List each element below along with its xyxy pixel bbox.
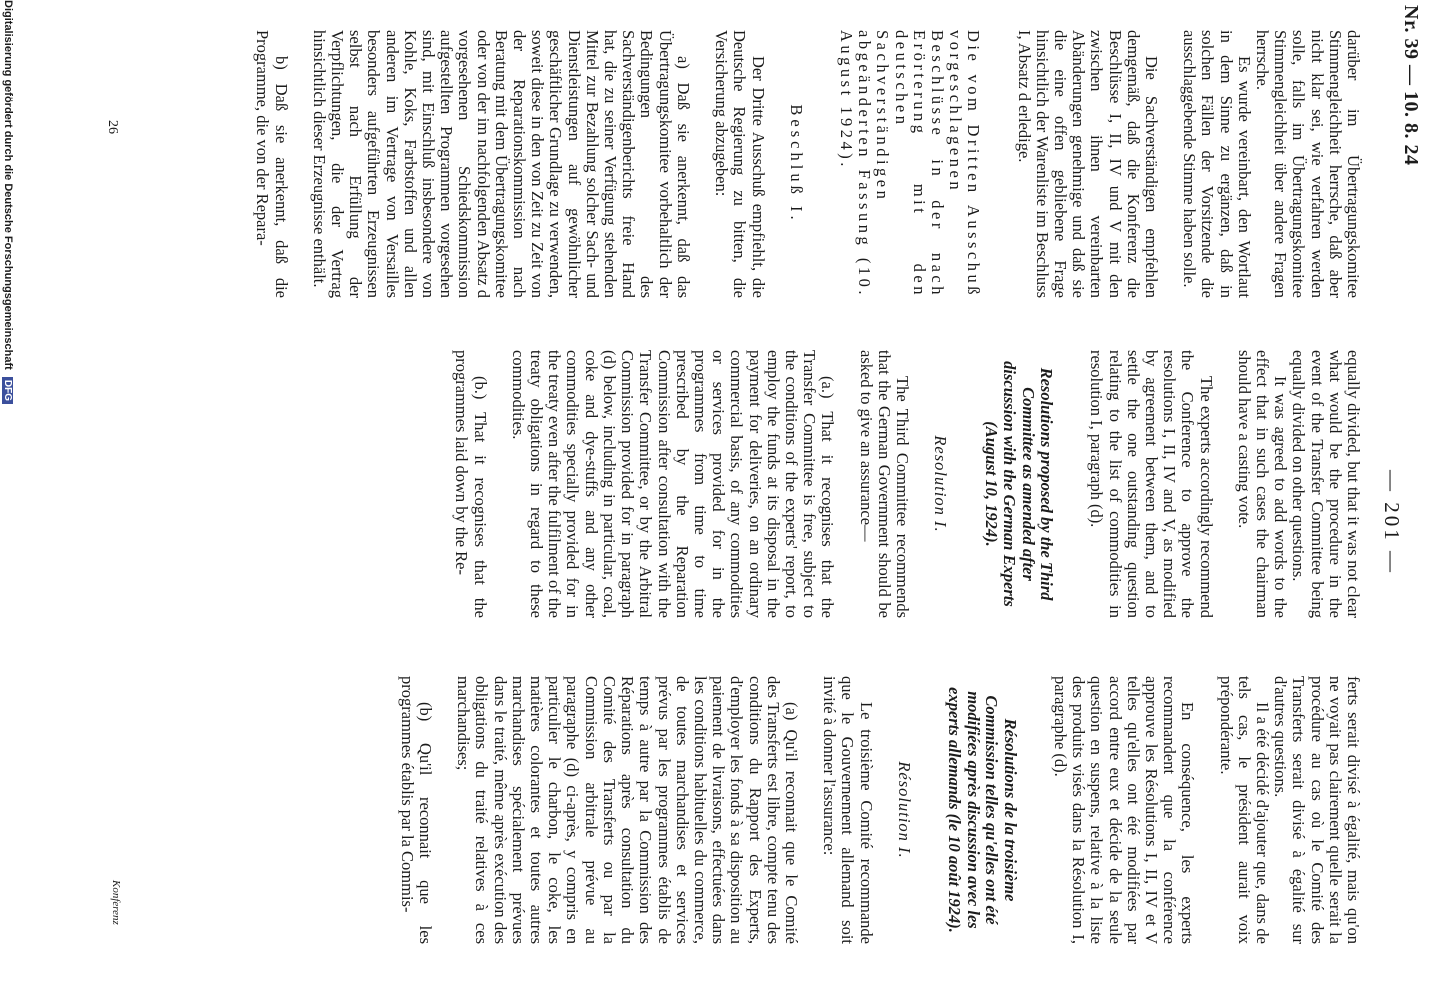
french-column (362, 676, 1362, 944)
german-paragraph-5: a) Daß sie anerkennt, daß das Übertragungskomitee vorbehaltlich der Bedingungen des Sachverständigenberichts freie Hand hat, die zu seiner Verfügung stehenden Mittel zur Bezahlung solcher Sach- und Dienstleistungen auf gewöhnlicher geschäftlicher Grundlage zu verwenden, soweit diese in den von Zeit zu Zeit von der Reparationskommission nach Beratung mit dem Übertragungskomitee oder von der im nachfolgenden Absatz d vorgesehenen Schiedskommission aufgestellten Programmen vorgesehen sind, mit Einschluß insbesondere von Kohle, Koks, Farbstoffen und allen anderen im Vertrage von Versailles besonders aufgeführten Erzeugnissen selbst nach Erfüllung der Verpflichtungen, die der Vertrag hinsichtlich dieser Erzeugnisse enthält. (309, 30, 693, 298)
footer-conference-label: Konferenz (110, 880, 122, 925)
english-section-title: Resolutions proposed by the Third Committee as amended after discussion with the German Experts (August 10, 1924). (981, 361, 1057, 607)
german-section-title: Die vom Dritten Ausschuß vorgeschlagenen Beschlüsse in der nach Erörterung mit den deutschen Sachverständigen abgeänderten Fassung (10. August 1924). (836, 30, 984, 298)
digitization-notice (2, 0, 14, 1000)
german-paragraph-6: b) Daß sie anerkennt, daß die Programme, die von der Repara- (253, 30, 291, 298)
english-paragraph-3: The experts accordingly recommend the Conference to approve the resolutions I, II, IV and V, as modified by agreement between them, and to settle the one outstanding question relating to the list of commodities in resolution I, paragraph (d). (1087, 350, 1216, 618)
german-paragraph-1: darüber im Übertragungskomitee Stimmengleichheit herrsche, daß aber nicht klar sei, wie verfahren werden solle, falls im Übertragungskomitee Stimmengleichheit über andere Fragen herrsche. (1252, 30, 1363, 298)
english-paragraph-6: (b.) That it recognises that the programmes laid down by the Re- (452, 350, 490, 618)
french-section-title: Résolutions de la troisième Commission telles qu'elles ont été modifiées après discussion avec les experts allemands (le 10 août 1924). (945, 687, 1020, 933)
english-paragraph-4: The Third Committee recommends that the German Government should be asked to give an assurance— (856, 350, 912, 618)
german-column (253, 30, 1363, 298)
german-paragraph-2: Es wurde vereinbart, den Wortlaut in dem Sinne zu ergänzen, daß in solchen Fällen der Vorsitzende die ausschlaggebende Stimme haben solle. (1180, 30, 1254, 298)
english-paragraph-2: It was agreed to add words to the effect that in such cases the chairman should have a casting vote. (1234, 350, 1291, 618)
french-paragraph-2: Il a été décidé d'ajouter que, dans de tels cas, le président aurait voix prépondérante. (1216, 676, 1272, 944)
english-paragraph-1: equally divided, but that it was not clear what would be the procedure in the event of the Transfer Committee being equally divided on other questions. (1289, 350, 1363, 618)
german-paragraph-4: Der Dritte Ausschuß empfiehlt, die Deutsche Regierung zu bitten, die Versicherung abzugeben: (712, 30, 768, 298)
french-paragraph-1: ferts serait divisé à égalité, mais qu'on ne voyait pas clairement quelle serait la procédure au cas où le Comité des Transferts serait divisé à égalité sur d'autres questions. (1271, 676, 1363, 944)
english-resolution-heading: Resolution I. (931, 435, 951, 533)
german-paragraph-3: Die Sachverständigen empfehlen demgemäß, daß die Konferenz die Beschlüsse I, II, IV und V mit den zwischen ihnen vereinbarten Abänderungen genehmige und daß sie die eine offen gebliebene Frage hinsichtlich der Warenliste im Beschluss I, Absatz d erledige. (1014, 30, 1161, 298)
french-paragraph-3: En conséquence, les experts recommandent que la conférence approuve les Résolutions I, II, IV et V telles qu'elles ont été modifiées par accord entre eux et décide de la seule question en suspens, relative à la liste des produits visés dans la Résolution I, paragraphe (d). (1050, 676, 1198, 944)
french-paragraph-4: Le troisième Comité recommande que le Gouvernement allemand soit invité à donner l'assurance: (820, 676, 876, 944)
issue-number: Nr. 39 — 10. 8. 24 (1400, 5, 1422, 166)
french-paragraph-6: (b) Qu'il reconnait que les programmes établis par la Commis- (397, 676, 436, 944)
english-paragraph-5: (a.) That it recognises that the Transfer Committee is free, subject to the conditions of the experts' report, to employ the funds at its disposal in the payment for deliveries, on an ordinary commercial basis, of any commodities or services provided for in the programmes from time to time prescribed by the Reparation Commission after consultation with the Transfer Committee, or by the Arbitral Commission provided for in paragraph (d) below, including in particular, coal, coke and dye-stuffs and any other commodities specially provided for in the treaty even after the fulfilment of the treaty obligations in regard to these commodities. (508, 350, 838, 619)
english-column (362, 350, 1362, 618)
french-resolution-heading: Résolution I. (894, 761, 914, 859)
german-resolution-heading: Beschluß I. (786, 104, 806, 224)
dfg-logo: DFG (2, 377, 13, 404)
french-paragraph-5: (a) Qu'il reconnait que le Comité des Transferts est libre, compte tenu des conditions du Rapport des Experts, d'employer les fonds à sa disposition au paiement de livraisons, effectuées dans les conditions habituelles du commerce, de toutes marchandises et services prévus par les programmes établis de temps à autre par la Commission des Réparations après consultation du Comité des Transferts ou par la Commission arbitrale prévue au paragraphe (d) ci-après, y compris en particulier le charbon, le coke, les matières colorantes et toutes autres marchandises spécialement prévues dans le traité, même après exécution des obligations du traité relatives à ces marchandises; (454, 676, 801, 944)
footer-page-number: 26 (105, 120, 120, 134)
page-number-header: — 201 — (1380, 470, 1404, 575)
digitization-text: Digitalisierung gefördert durch die Deutsche Forschungsgemeinschaft (2, 0, 14, 370)
